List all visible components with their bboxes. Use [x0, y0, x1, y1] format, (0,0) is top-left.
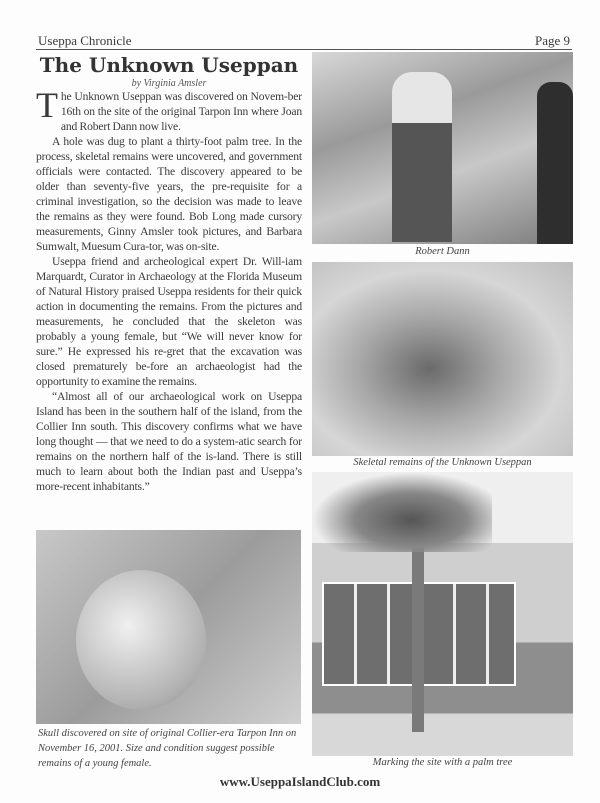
paragraph: Useppa friend and archeological expert Dr. Will-iam Marquardt, Curator in Archaeology at the Florida Museum of Natural History praised Useppa residents for their quick action in documenting the remains. From the pictures and measurements, he concluded that the skeleton was probably a young female, but “We will never know for sure.” He expressed his re-gret that the excavation was closed prematurely be-fore an archaeologist had the opportunity to examine the remains. [36, 255, 302, 388]
photo-caption: Marking the site with a palm tree [372, 757, 513, 768]
article-title: The Unknown Useppan [39, 53, 299, 77]
publication-name: Useppa Chronicle [38, 33, 132, 48]
photo-skull [36, 530, 301, 724]
footer-url[interactable]: www.UseppaIslandClub.com [219, 774, 381, 789]
page-number: Page 9 [534, 33, 570, 48]
person-figure [537, 82, 573, 244]
paragraph: A hole was dug to plant a thirty-foot palm tree. In the process, skeletal remains were uncovered, and government officials were contacted. The discovery appeared to be older than seventy-five years, the pre-requisite for a criminal investigation, so the decision was made to leave the remains as they were found. Bob Long made cursory measurements, Ginny Amsler took pictures, and Barbara Sumwalt, Muesum Cura-tor, was on-site. [36, 135, 302, 253]
photo-skeletal-remains [312, 262, 573, 456]
paragraph: The Unknown Useppan was discovered on Novem-ber 16th on the site of the original Tarpon Inn where Joan and Robert Dann now live. [36, 85, 302, 133]
photo-caption: Robert Dann [415, 246, 470, 257]
palm-fronds [312, 472, 492, 552]
person-figure [392, 72, 452, 242]
photo-robert-dann [312, 52, 573, 244]
paragraph: “Almost all of our archaeological work on Useppa Island has been in the southern half of the island, from the Collier Inn south. This discovery confirms what we have long thought — that we need to do a system-atic search for remains on the northern half of the is-land. There is still much to learn about both the Indian past and Useppa’s more-recent inhabitants.” [36, 390, 302, 493]
photo-caption: Skull discovered on site of original Collier-era Tarpon Inn on November 16, 2001. Size and condition suggest possible remains of a young female. [38, 728, 297, 769]
drop-cap: T [36, 85, 58, 125]
photo-palm-tree [312, 472, 573, 756]
article-byline: by Virginia Amsler [131, 78, 207, 89]
skull-shape [76, 570, 206, 710]
photo-caption: Skeletal remains of the Unknown Useppan [353, 457, 532, 468]
header-rule [36, 49, 572, 50]
article-body [36, 85, 302, 494]
